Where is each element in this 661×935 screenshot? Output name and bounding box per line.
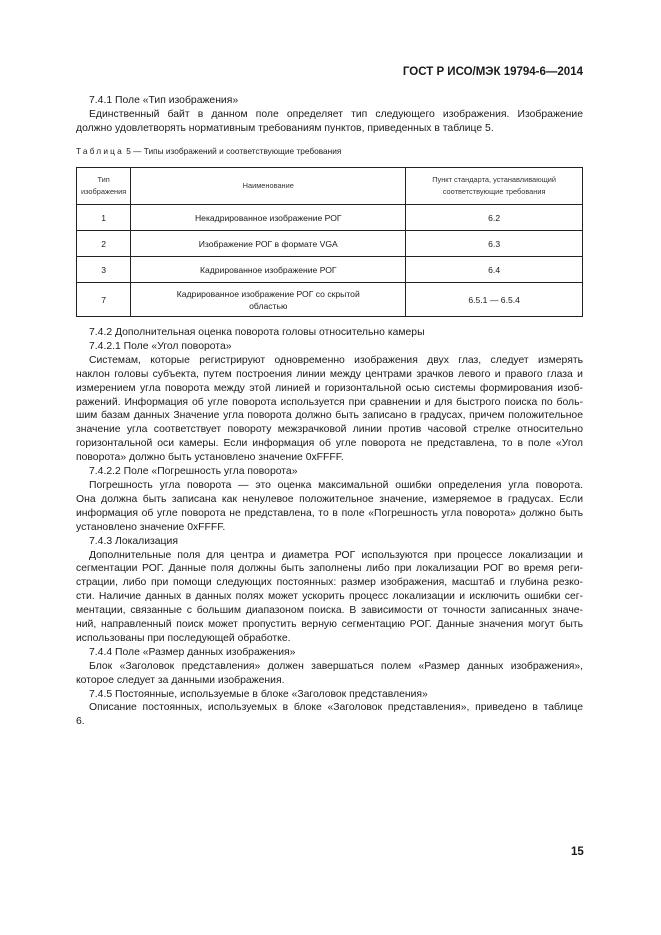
paragraph-line: Дополнительные поля для центра и диаметра РОГ используются при процессе локализации и xyxy=(89,549,583,561)
image-types-table xyxy=(76,167,583,317)
paragraph-line: ний, направленный поиск может пропустить верную сегментацию РОГ. Данные значения могут быть xyxy=(76,619,583,631)
column-header: Наименование xyxy=(131,168,406,205)
cell-clause: 6.4 xyxy=(406,257,583,283)
section-heading: 7.4.3 Локализация xyxy=(89,535,178,547)
paragraph-line: которое следует за данными изображения. xyxy=(76,674,285,686)
column-header: Тип изображения xyxy=(77,168,131,205)
section-heading: 7.4.2 Дополнительная оценка поворота головы относительно камеры xyxy=(89,327,425,338)
cell-clause: 6.5.1 — 6.5.4 xyxy=(406,283,583,317)
cell-name: Некадрированное изображение РОГ xyxy=(131,205,406,231)
paragraph-line: наклон головы субъекта, путем построения линии между центрами зрачков левого и правого глаза и xyxy=(76,368,583,380)
paragraph-line: горизонтальной оси камеры. Если информация об угле поворота не представлена, то в поле «Угол xyxy=(76,438,583,450)
cell-type: 1 xyxy=(77,205,131,231)
paragraph-line: использованы при последующей обработке. xyxy=(76,632,291,644)
section-heading: 7.4.4 Поле «Размер данных изображения» xyxy=(89,646,296,658)
section-7-4-1 xyxy=(76,94,583,136)
table-caption xyxy=(76,146,341,156)
table-row xyxy=(77,205,583,231)
paragraph-line: сегментации РОГ. Данные поля должны быть заполнены либо при локализации РОГ во время реги- xyxy=(76,563,583,575)
paragraph-line: должно удовлетворять нормативным требованиям пунктов, приведенных в таблице 5. xyxy=(76,122,494,134)
section-heading: 7.4.2.1 Поле «Угол поворота» xyxy=(89,340,232,352)
cell-type: 7 xyxy=(77,283,131,317)
paragraph-line: 6. xyxy=(76,716,85,728)
paragraph-line: информация об угле поворота не представлена, то в поле «Погрешность угла поворота» должно быть xyxy=(76,507,583,519)
paragraph-line: поворота» должно быть установлено значение 0xFFFF. xyxy=(76,452,344,464)
paragraph-line: Погрешность угла поворота — это оценка максимальной ошибки определения угла поворота. xyxy=(89,479,583,491)
paragraph-line: установлено значение 0xFFFF. xyxy=(76,521,226,533)
paragraph-line: измерением угла поворота между этой линией и горизонтальной осью системы формирования изоб- xyxy=(76,382,583,394)
paragraph-line: шим базам данных Значение угла поворота должно быть записано в градусах, причем положительное xyxy=(76,410,583,422)
paragraph-line: страции, либо при помощи следующих постоянных: размер изображения, масштаб и глубина резко- xyxy=(76,577,583,589)
paragraph-line: сти. Наличие данных в данных полях может ускорить процесс локализации и исключить ошибки сег- xyxy=(76,591,583,603)
cell-name: Кадрированное изображение РОГ xyxy=(131,257,406,283)
paragraph-line: Описание постоянных, используемых в блоке «Заголовок представления», приведено в таблице xyxy=(89,702,583,714)
paragraph-line: Она должна быть записана как ненулевое положительное значение, измеряемое в градусах. Если xyxy=(76,493,583,505)
body-text xyxy=(76,326,583,729)
table-row xyxy=(77,283,583,317)
cell-type: 2 xyxy=(77,231,131,257)
cell-clause: 6.3 xyxy=(406,231,583,257)
paragraph-line: Системам, которые регистрируют одновременно изображения двух глаз, следует измерять xyxy=(89,354,583,366)
caption-label: Таблица xyxy=(76,146,124,156)
page-number: 15 xyxy=(571,846,584,858)
paragraph-line: значение угла соответствует повороту межзрачковой линии против часовой стрелке относительно xyxy=(76,424,583,436)
table-row xyxy=(77,231,583,257)
cell-name: Изображение РОГ в формате VGA xyxy=(131,231,406,257)
document-header: ГОСТ Р ИСО/МЭК 19794-6—2014 xyxy=(402,66,583,78)
section-heading: 7.4.5 Постоянные, используемые в блоке «Заголовок представления» xyxy=(89,688,428,700)
paragraph-line: Блок «Заголовок представления» должен завершаться полем «Размер данных изображения», xyxy=(89,660,583,672)
cell-type: 3 xyxy=(77,257,131,283)
paragraph-line: ражений. Информация об угле поворота используется при сравнении и для быстрого поиска по боль- xyxy=(76,396,583,408)
column-header: Пункт стандарта, устанавливающий соответствующие требования xyxy=(406,168,583,205)
table-header-row xyxy=(77,168,583,205)
section-heading: 7.4.2.2 Поле «Погрешность угла поворота» xyxy=(89,466,298,478)
cell-name: Кадрированное изображение РОГ со скрытой областью xyxy=(131,283,406,317)
cell-clause: 6.2 xyxy=(406,205,583,231)
section-heading: 7.4.1 Поле «Тип изображения» xyxy=(89,95,239,106)
caption-text: 5 — Типы изображений и соответствующие требования xyxy=(123,146,342,156)
table-row xyxy=(77,257,583,283)
paragraph-line: Единственный байт в данном поле определяет тип следующего изображения. Изображение xyxy=(89,108,583,120)
paragraph-line: ментации, связанные с большим диапазоном поиска. В зависимости от точности записанных значе- xyxy=(76,605,583,617)
